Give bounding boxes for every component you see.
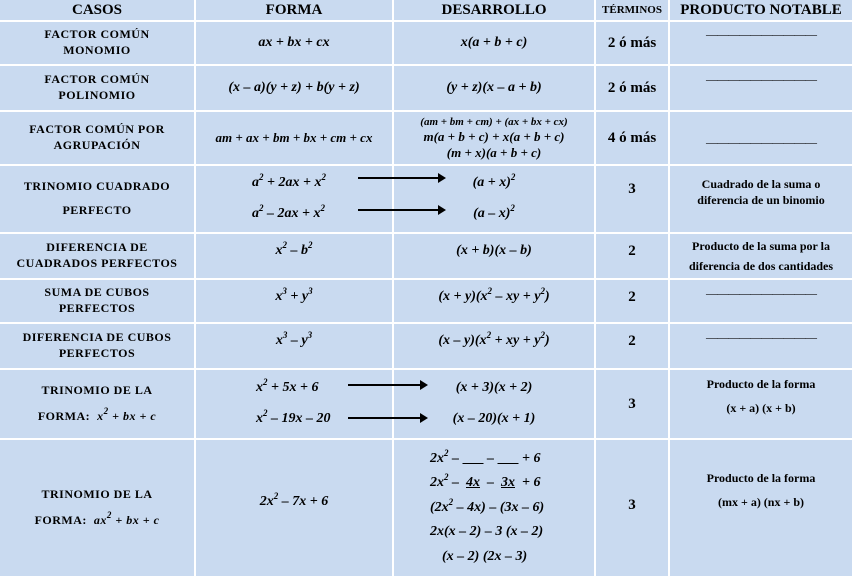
producto-notable-cell: Producto de la suma por la diferencia de dos cantidades (688, 238, 834, 273)
desarrollo-cell: $(x - y)(x^2$ + xy + $y^2$) (438, 329, 550, 348)
forma-cell: $x^3 - y^3$ (275, 329, 313, 348)
terminos-cell: 2 (628, 332, 636, 349)
desarrollo-cell: x(a + b + c) (460, 34, 528, 50)
forma-cell: $x^2 + 5x + 6$ $x^2 - 19x - 20$ (256, 377, 331, 426)
terminos-cell: 2 (628, 288, 636, 305)
producto-placeholder: —————————— (706, 329, 816, 344)
desarrollo-cell: $2x^2$ – – + 6 $2x^2 - 4x - 3x + 6$ $(2x^2 - 4x) - (3x - 6)$ 2x(x – 2) – 3 (x – 2) (x – 2) (2x – 3) (430, 447, 545, 564)
caso-diferencia-cuadrados: DIFERENCIA DE CUADRADOS PERFECTOS (16, 240, 178, 270)
caso-suma-cubos: SUMA DE CUBOS PERFECTOS (44, 285, 150, 315)
terminos-cell: 2 ó más (607, 79, 657, 96)
caso-factor-comun-polinomio: FACTOR COMÚN POLINOMIO (44, 72, 150, 102)
terminos-cell: 2 ó más (607, 34, 657, 51)
header-producto-notable: PRODUCTO NOTABLE (680, 1, 842, 18)
forma-cell: (x – a)(y + z) + b(y + z) (228, 79, 360, 95)
desarrollo-cell: (y + z)(x – a + b) (446, 79, 542, 95)
forma-cell: ax + bx + cx (258, 34, 330, 50)
header-desarrollo: DESARROLLO (441, 1, 547, 18)
producto-notable-cell: Cuadrado de la suma o diferencia de un binomio (697, 176, 825, 207)
desarrollo-cell: (x + b)(x – b) (456, 242, 532, 258)
caso-factor-comun-monomio: FACTOR COMÚN MONOMIO (44, 27, 150, 57)
forma-cell: am + ax + bm + bx + cm + cx (215, 130, 373, 146)
producto-notable-cell: Producto de la forma (mx + a) (nx + b) (706, 470, 816, 509)
forma-cell: $x^3 + y^3$ (275, 285, 313, 304)
header-terminos: TÉRMINOS (602, 4, 662, 16)
caso-diferencia-cubos: DIFERENCIA DE CUBOS PERFECTOS (22, 330, 172, 360)
forma-cell: $x^2 - b^2$ (275, 239, 313, 258)
caso-factor-comun-agrupacion: FACTOR COMÚN POR AGRUPACIÓN (29, 122, 165, 152)
caso-trinomio-x2-bx-c: TRINOMIO DE LA FORMA: $x^2$ + bx + c (37, 383, 157, 423)
producto-placeholder: —————————— (706, 26, 816, 41)
terminos-cell: 4 ó más (607, 129, 657, 146)
producto-placeholder: —————————— (706, 285, 816, 300)
caso-trinomio-ax2-bx-c: TRINOMIO DE LA FORMA: $ax^2$ + bx + c (34, 487, 160, 527)
desarrollo-cell: (am + bm + cm) + (ax + bx + cx) m(a + b + c) + x(a + b + c) (m + x)(a + b + c) (420, 115, 568, 160)
terminos-cell: 2 (628, 242, 636, 259)
header-forma: FORMA (265, 1, 323, 18)
producto-notable-cell: Producto de la forma (x + a) (x + b) (706, 376, 816, 415)
terminos-cell: 3 (628, 180, 636, 197)
desarrollo-cell: (x + 3)(x + 2) (x – 20)(x + 1) (452, 380, 536, 426)
forma-cell: $2x^2 - 7x + 6$ (259, 490, 329, 509)
header-casos: CASOS (71, 1, 123, 18)
desarrollo-cell: $(x + y)(x^2$ – xy + $y^2$) (438, 285, 550, 304)
forma-cell: $a^2 + 2ax + x^2$ $a^2 - 2ax + x^2$ (252, 172, 326, 221)
producto-placeholder: —————————— (706, 134, 816, 149)
caso-trinomio-cuadrado-perfecto: TRINOMIO CUADRADO PERFECTO (23, 179, 171, 217)
terminos-cell: 3 (628, 496, 636, 513)
desarrollo-cell: $(a + x)^2$ (a – x)$^2$ (472, 172, 516, 221)
producto-placeholder: —————————— (706, 71, 816, 86)
terminos-cell: 3 (628, 395, 636, 412)
